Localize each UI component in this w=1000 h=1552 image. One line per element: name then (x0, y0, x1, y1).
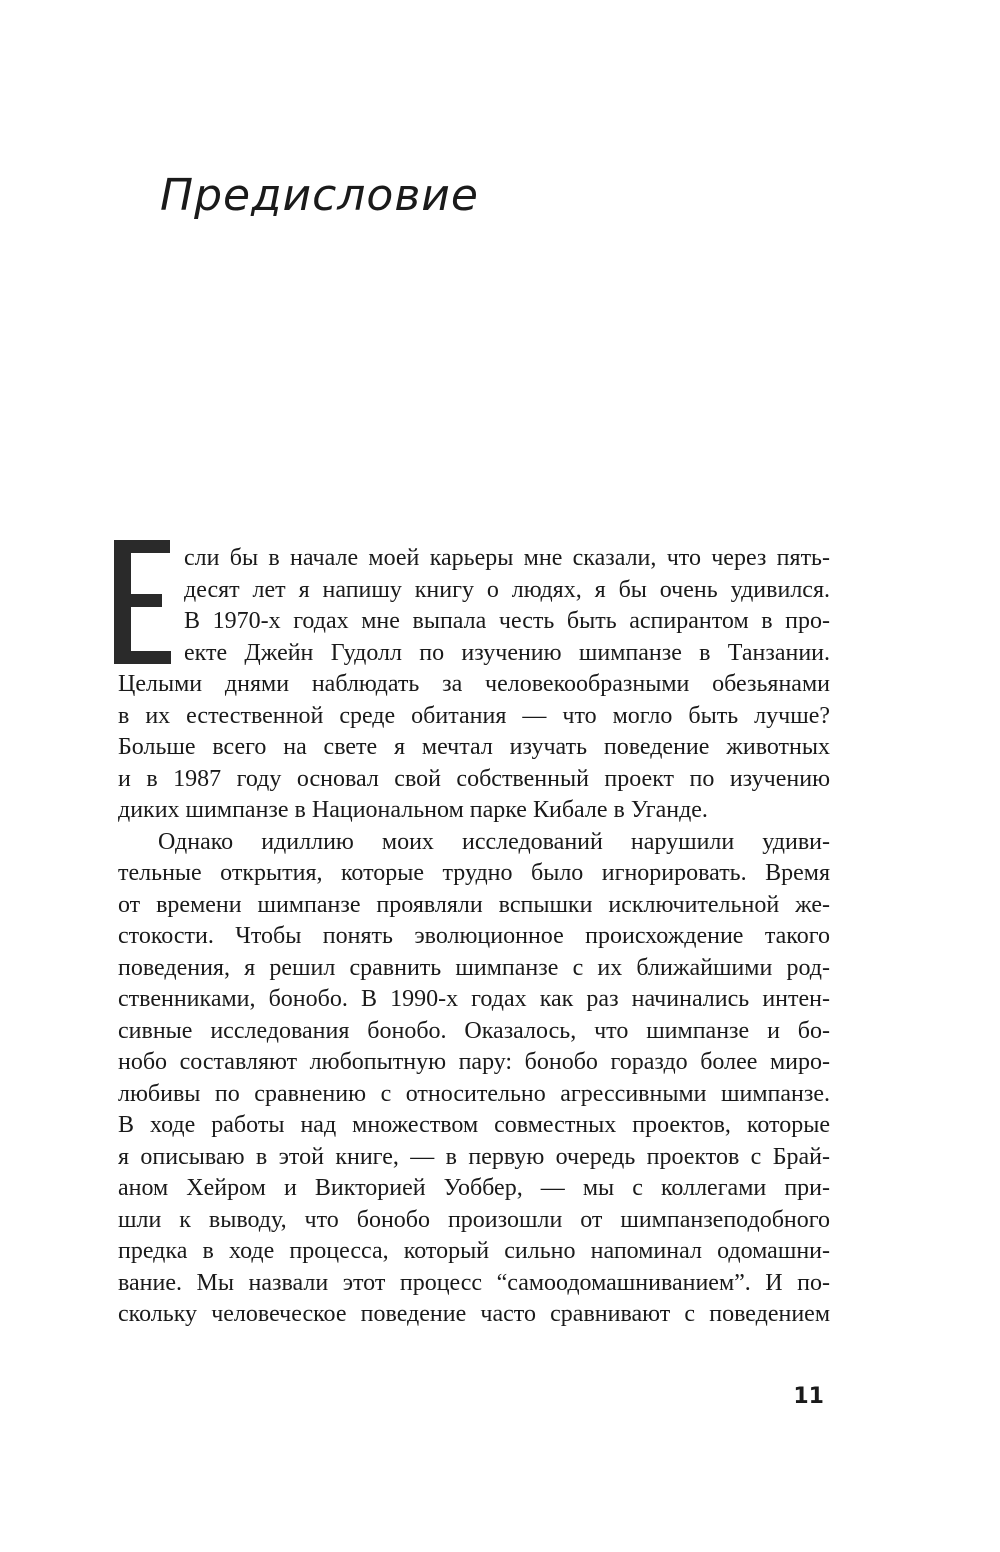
body-text (118, 543, 830, 1331)
text-line: ственниками, бонобо. В 1990-х годах как раз начинались интен- (118, 986, 830, 1012)
chapter-title: Предисловие (160, 170, 479, 221)
text-line: тельные открытия, которые трудно было игнорировать. Время (118, 860, 830, 886)
text-line: В 1970-х годах мне выпала честь быть аспирантом в про- (184, 608, 830, 634)
page-number: 11 (793, 1384, 824, 1409)
text-line: предка в ходе процесса, который сильно напоминал одомашни- (118, 1238, 830, 1264)
text-line: десят лет я напишу книгу о людях, я бы очень удивился. (184, 576, 830, 603)
text-line: скольку человеческое поведение часто сравнивают с поведением (118, 1301, 830, 1327)
paragraph-2 (118, 827, 830, 1331)
text-line: нобо составляют любопытную пару: бонобо гораздо более миро- (118, 1049, 830, 1075)
text-line: диких шимпанзе в Национальном парке Кибале в Уганде. (118, 797, 708, 823)
text-line: сивные исследования бонобо. Оказалось, что шимпанзе и бо- (118, 1017, 830, 1044)
text-line: в их естественной среде обитания — что могло быть лучше? (118, 702, 830, 729)
text-line: я описываю в этой книге, — в первую очередь проектов с Брай- (118, 1143, 830, 1170)
text-line: сли бы в начале моей карьеры мне сказали, что через пять- (184, 545, 830, 571)
text-line: Больше всего на свете я мечтал изучать поведение животных (118, 734, 830, 760)
text-line: В ходе работы над множеством совместных проектов, которые (118, 1112, 830, 1138)
text-line: вание. Мы назвали этот процесс “самоодомашниванием”. И по- (118, 1269, 830, 1296)
text-line: Однако идиллию моих исследований нарушили удиви- (158, 828, 830, 855)
text-line: стокости. Чтобы понять эволюционное происхождение такого (118, 923, 830, 949)
text-line: поведения, я решил сравнить шимпанзе с их ближайшими род- (118, 954, 830, 981)
paragraph-1 (118, 543, 830, 827)
text-line: любивы по сравнению с относительно агрессивными шимпанзе. (118, 1080, 830, 1107)
text-line: Целыми днями наблюдать за человекообразными обезьянами (118, 671, 830, 697)
text-line: от времени шимпанзе проявляли вспышки исключительной же- (118, 891, 830, 918)
text-line: и в 1987 году основал свой собственный проект по изучению (118, 765, 830, 792)
text-line: шли к выводу, что бонобо произошли от шимпанзеподобного (118, 1206, 830, 1233)
text-line: аном Хейром и Викторией Уоббер, — мы с коллегами при- (118, 1175, 830, 1201)
text-line: екте Джейн Гудолл по изучению шимпанзе в Танзании. (184, 639, 830, 666)
